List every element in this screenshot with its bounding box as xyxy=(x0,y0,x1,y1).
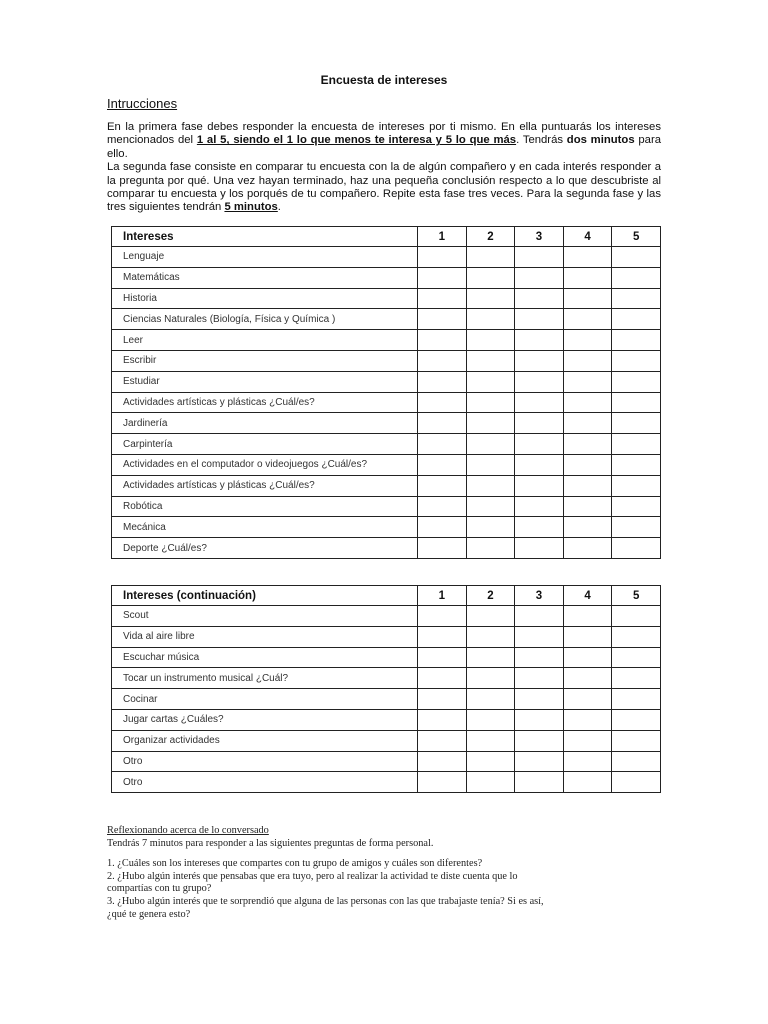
score-cell-1[interactable] xyxy=(418,689,467,710)
score-cell-4[interactable] xyxy=(563,288,612,309)
table-row xyxy=(112,413,661,434)
score-cell-1[interactable] xyxy=(418,392,467,413)
interest-label: Tocar un instrumento musical ¿Cuál? xyxy=(112,668,418,689)
score-cell-3[interactable] xyxy=(515,350,564,371)
score-cell-1[interactable] xyxy=(418,309,467,330)
interest-label: Otro xyxy=(112,772,418,793)
score-cell-2[interactable] xyxy=(466,475,515,496)
score-cell-5[interactable] xyxy=(612,709,661,730)
column-header-score-3: 3 xyxy=(515,227,564,247)
score-cell-4[interactable] xyxy=(563,689,612,710)
table-row xyxy=(112,668,661,689)
score-cell-1[interactable] xyxy=(418,606,467,627)
table-row xyxy=(112,392,661,413)
score-cell-2[interactable] xyxy=(466,309,515,330)
score-cell-2[interactable] xyxy=(466,772,515,793)
score-cell-5[interactable] xyxy=(612,751,661,772)
interest-label: Matemáticas xyxy=(112,267,418,288)
table-row xyxy=(112,371,661,392)
column-header-score-4: 4 xyxy=(563,586,612,606)
column-header-interests: Intereses (continuación) xyxy=(112,586,418,606)
score-cell-1[interactable] xyxy=(418,350,467,371)
score-cell-5[interactable] xyxy=(612,247,661,268)
score-cell-2[interactable] xyxy=(466,751,515,772)
table-row xyxy=(112,606,661,627)
instructions-heading: Intrucciones xyxy=(107,96,178,111)
score-cell-5[interactable] xyxy=(612,772,661,793)
interest-label: Jugar cartas ¿Cuáles? xyxy=(112,709,418,730)
intro-time2-highlight: 5 minutos xyxy=(224,201,278,214)
intro-p2-c: . xyxy=(277,201,281,214)
column-header-interests: Intereses xyxy=(112,227,418,247)
intro-scale-highlight: 1 al 5, siendo el 1 lo que menos te interesa y 5 lo que más xyxy=(196,134,517,147)
score-cell-4[interactable] xyxy=(563,392,612,413)
score-cell-3[interactable] xyxy=(515,730,564,751)
score-cell-3[interactable] xyxy=(515,309,564,330)
score-cell-2[interactable] xyxy=(466,413,515,434)
reflection-section xyxy=(107,825,667,921)
score-cell-5[interactable] xyxy=(612,309,661,330)
score-cell-1[interactable] xyxy=(418,288,467,309)
score-cell-1[interactable] xyxy=(418,538,467,559)
interests-table xyxy=(111,226,661,559)
intro-time-highlight: dos minutos xyxy=(566,134,635,147)
score-cell-1[interactable] xyxy=(418,709,467,730)
column-header-score-4: 4 xyxy=(563,227,612,247)
table-row xyxy=(112,434,661,455)
table-row xyxy=(112,496,661,517)
score-cell-2[interactable] xyxy=(466,434,515,455)
score-cell-3[interactable] xyxy=(515,413,564,434)
score-cell-5[interactable] xyxy=(612,517,661,538)
interest-label: Cocinar xyxy=(112,689,418,710)
score-cell-5[interactable] xyxy=(612,689,661,710)
score-cell-5[interactable] xyxy=(612,454,661,475)
table-row xyxy=(112,626,661,647)
score-cell-3[interactable] xyxy=(515,454,564,475)
score-cell-4[interactable] xyxy=(563,751,612,772)
score-cell-3[interactable] xyxy=(515,392,564,413)
score-cell-5[interactable] xyxy=(612,538,661,559)
score-cell-2[interactable] xyxy=(466,689,515,710)
table-row xyxy=(112,517,661,538)
interest-label: Lenguaje xyxy=(112,247,418,268)
score-cell-1[interactable] xyxy=(418,751,467,772)
question-2-cont: compartías con tu grupo? xyxy=(107,883,212,895)
intro-p1-c: . Tendrás xyxy=(516,134,567,147)
score-cell-4[interactable] xyxy=(563,517,612,538)
interest-label: Deporte ¿Cuál/es? xyxy=(112,538,418,559)
interest-label: Estudiar xyxy=(112,371,418,392)
score-cell-2[interactable] xyxy=(466,647,515,668)
interest-label: Actividades artísticas y plásticas ¿Cuál/es? xyxy=(112,475,418,496)
interest-label: Actividades en el computador o videojuegos ¿Cuál/es? xyxy=(112,454,418,475)
score-cell-5[interactable] xyxy=(612,288,661,309)
score-cell-3[interactable] xyxy=(515,288,564,309)
score-cell-4[interactable] xyxy=(563,496,612,517)
table-row xyxy=(112,330,661,351)
score-cell-5[interactable] xyxy=(612,330,661,351)
score-cell-5[interactable] xyxy=(612,626,661,647)
score-cell-1[interactable] xyxy=(418,371,467,392)
question-3-cont: ¿qué te genera esto? xyxy=(107,908,191,920)
intro-p1-a: En la primera fase debes responder la encuesta de intereses por ti mismo. En ella puntuarás los intereses mencionados del xyxy=(107,121,661,147)
score-cell-4[interactable] xyxy=(563,309,612,330)
question-3: 3. ¿Hubo algún interés que te sorprendió que alguna de las personas con las que trabajaste tenía? Si es así, xyxy=(107,895,544,907)
score-cell-5[interactable] xyxy=(612,434,661,455)
score-cell-2[interactable] xyxy=(466,267,515,288)
score-cell-2[interactable] xyxy=(466,496,515,517)
score-cell-3[interactable] xyxy=(515,538,564,559)
column-header-score-2: 2 xyxy=(466,586,515,606)
score-cell-5[interactable] xyxy=(612,647,661,668)
score-cell-3[interactable] xyxy=(515,330,564,351)
score-cell-2[interactable] xyxy=(466,454,515,475)
score-cell-2[interactable] xyxy=(466,606,515,627)
score-cell-5[interactable] xyxy=(612,606,661,627)
score-cell-1[interactable] xyxy=(418,434,467,455)
interest-label: Carpintería xyxy=(112,434,418,455)
table-row xyxy=(112,772,661,793)
column-header-score-5: 5 xyxy=(612,227,661,247)
score-cell-3[interactable] xyxy=(515,772,564,793)
score-cell-5[interactable] xyxy=(612,267,661,288)
score-cell-2[interactable] xyxy=(466,668,515,689)
score-cell-2[interactable] xyxy=(466,730,515,751)
score-cell-3[interactable] xyxy=(515,606,564,627)
score-cell-5[interactable] xyxy=(612,730,661,751)
table-header-row xyxy=(112,227,661,247)
score-cell-5[interactable] xyxy=(612,475,661,496)
interest-label: Organizar actividades xyxy=(112,730,418,751)
interest-label: Ciencias Naturales (Biología, Física y Química ) xyxy=(112,309,418,330)
score-cell-4[interactable] xyxy=(563,247,612,268)
table-row xyxy=(112,454,661,475)
score-cell-4[interactable] xyxy=(563,772,612,793)
interest-label: Vida al aire libre xyxy=(112,626,418,647)
score-cell-1[interactable] xyxy=(418,330,467,351)
score-cell-1[interactable] xyxy=(418,647,467,668)
table-row xyxy=(112,709,661,730)
score-cell-4[interactable] xyxy=(563,371,612,392)
score-cell-4[interactable] xyxy=(563,606,612,627)
interest-label: Scout xyxy=(112,606,418,627)
score-cell-1[interactable] xyxy=(418,267,467,288)
score-cell-2[interactable] xyxy=(466,330,515,351)
score-cell-3[interactable] xyxy=(515,647,564,668)
score-cell-4[interactable] xyxy=(563,709,612,730)
score-cell-4[interactable] xyxy=(563,626,612,647)
table-row xyxy=(112,730,661,751)
question-1: 1. ¿Cuáles son los intereses que compartes con tu grupo de amigos y cuáles son diferentes? xyxy=(107,858,483,870)
score-cell-3[interactable] xyxy=(515,626,564,647)
document-title: Encuesta de intereses xyxy=(320,73,448,87)
table-row xyxy=(112,288,661,309)
table-row xyxy=(112,309,661,330)
score-cell-4[interactable] xyxy=(563,434,612,455)
score-cell-5[interactable] xyxy=(612,413,661,434)
interest-label: Historia xyxy=(112,288,418,309)
question-2: 2. ¿Hubo algún interés que pensabas que era tuyo, pero al realizar la actividad te diste cuenta que lo xyxy=(107,870,518,882)
score-cell-4[interactable] xyxy=(563,668,612,689)
score-cell-4[interactable] xyxy=(563,267,612,288)
score-cell-3[interactable] xyxy=(515,247,564,268)
score-cell-4[interactable] xyxy=(563,538,612,559)
score-cell-4[interactable] xyxy=(563,413,612,434)
interest-label: Escuchar música xyxy=(112,647,418,668)
reflection-intro: Tendrás 7 minutos para responder a las siguientes preguntas de forma personal. xyxy=(107,837,434,849)
intro-p2-a: La segunda fase consiste en comparar tu encuesta con la de algún compañero y en cada interés responder a la pregunta por qué. Una vez hayan terminado, haz una pequeña conclusión respecto a lo que descubriste al comparar tu encuesta y los porqués de tu compañero. Repite esta fase tres veces. Para la segunda fase y las tres siguientes tendrán xyxy=(107,161,661,214)
score-cell-2[interactable] xyxy=(466,247,515,268)
interests-continuation-table xyxy=(111,585,661,793)
score-cell-1[interactable] xyxy=(418,496,467,517)
score-cell-4[interactable] xyxy=(563,330,612,351)
score-cell-1[interactable] xyxy=(418,247,467,268)
score-cell-5[interactable] xyxy=(612,371,661,392)
score-cell-2[interactable] xyxy=(466,350,515,371)
interest-label: Actividades artísticas y plásticas ¿Cuál/es? xyxy=(112,392,418,413)
table-row xyxy=(112,647,661,668)
score-cell-4[interactable] xyxy=(563,730,612,751)
interest-label: Robótica xyxy=(112,496,418,517)
score-cell-4[interactable] xyxy=(563,475,612,496)
score-cell-3[interactable] xyxy=(515,434,564,455)
score-cell-4[interactable] xyxy=(563,454,612,475)
score-cell-5[interactable] xyxy=(612,392,661,413)
interest-label: Otro xyxy=(112,751,418,772)
table-row xyxy=(112,350,661,371)
score-cell-2[interactable] xyxy=(466,538,515,559)
table-row xyxy=(112,475,661,496)
interest-label: Escribir xyxy=(112,350,418,371)
score-cell-5[interactable] xyxy=(612,668,661,689)
interest-label: Mecánica xyxy=(112,517,418,538)
reflection-title: Reflexionando acerca de lo conversado xyxy=(107,825,269,836)
score-cell-3[interactable] xyxy=(515,689,564,710)
interest-label: Jardinería xyxy=(112,413,418,434)
score-cell-1[interactable] xyxy=(418,668,467,689)
score-cell-5[interactable] xyxy=(612,350,661,371)
score-cell-2[interactable] xyxy=(466,626,515,647)
table-row xyxy=(112,538,661,559)
score-cell-3[interactable] xyxy=(515,371,564,392)
score-cell-1[interactable] xyxy=(418,413,467,434)
score-cell-1[interactable] xyxy=(418,730,467,751)
table-row xyxy=(112,689,661,710)
score-cell-4[interactable] xyxy=(563,647,612,668)
score-cell-3[interactable] xyxy=(515,709,564,730)
table-row xyxy=(112,267,661,288)
score-cell-3[interactable] xyxy=(515,517,564,538)
score-cell-1[interactable] xyxy=(418,454,467,475)
score-cell-2[interactable] xyxy=(466,288,515,309)
column-header-score-2: 2 xyxy=(466,227,515,247)
score-cell-1[interactable] xyxy=(418,772,467,793)
score-cell-1[interactable] xyxy=(418,517,467,538)
score-cell-2[interactable] xyxy=(466,371,515,392)
instructions-text xyxy=(107,121,661,215)
score-cell-1[interactable] xyxy=(418,626,467,647)
score-cell-5[interactable] xyxy=(612,496,661,517)
table-header-row xyxy=(112,586,661,606)
score-cell-3[interactable] xyxy=(515,751,564,772)
score-cell-2[interactable] xyxy=(466,709,515,730)
score-cell-2[interactable] xyxy=(466,392,515,413)
column-header-score-5: 5 xyxy=(612,586,661,606)
score-cell-2[interactable] xyxy=(466,517,515,538)
column-header-score-3: 3 xyxy=(515,586,564,606)
intro-p1-e: para ello. xyxy=(107,134,662,160)
table-row xyxy=(112,751,661,772)
score-cell-3[interactable] xyxy=(515,267,564,288)
score-cell-3[interactable] xyxy=(515,668,564,689)
score-cell-3[interactable] xyxy=(515,475,564,496)
score-cell-4[interactable] xyxy=(563,350,612,371)
column-header-score-1: 1 xyxy=(418,227,467,247)
score-cell-3[interactable] xyxy=(515,496,564,517)
interest-label: Leer xyxy=(112,330,418,351)
table-row xyxy=(112,247,661,268)
column-header-score-1: 1 xyxy=(418,586,467,606)
score-cell-1[interactable] xyxy=(418,475,467,496)
